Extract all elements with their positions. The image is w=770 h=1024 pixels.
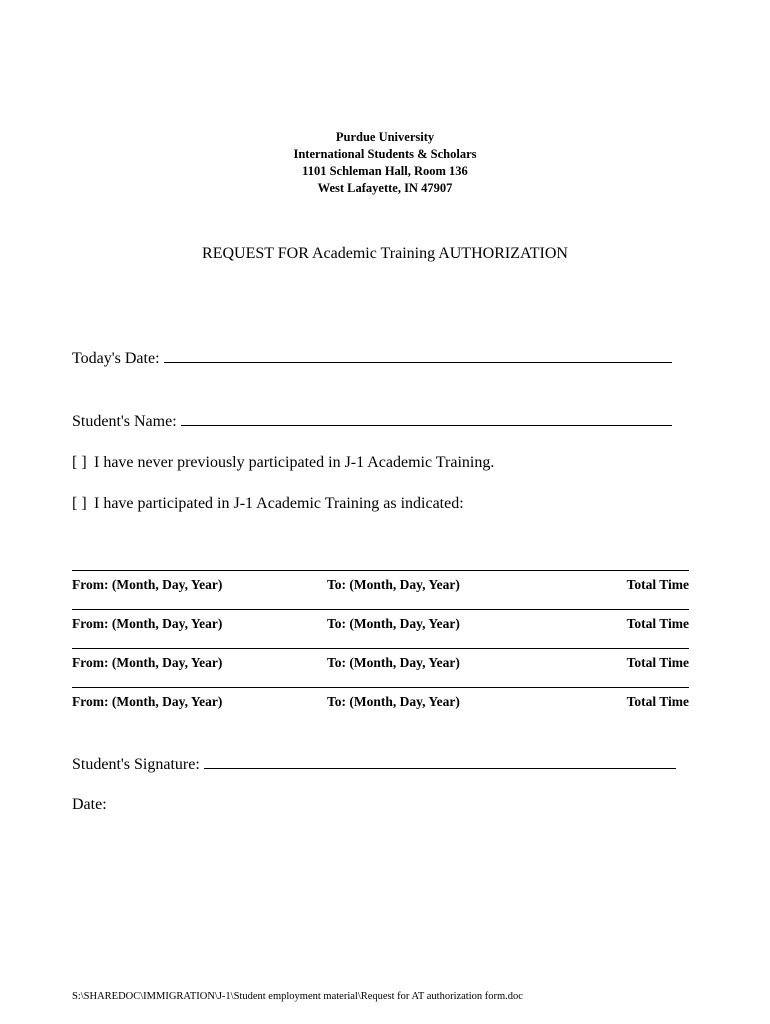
participated-checkbox[interactable]: [ ] [72,495,87,512]
period-4-from-label: From: (Month, Day, Year) [72,694,223,709]
form-title: REQUEST FOR Academic Training AUTHORIZATION [202,245,568,262]
student-name-label: Student's Name: [72,413,177,430]
period-2-to-label: To: (Month, Day, Year) [327,616,460,631]
student-name-row [72,411,672,432]
never-participated-text: I have never previously participated in J-1 Academic Training. [94,454,495,471]
option-participated [72,494,464,514]
participated-text: I have participated in J-1 Academic Training as indicated: [94,495,464,512]
address-line-1: 1101 Schleman Hall, Room 136 [302,164,468,178]
university-name: Purdue University [335,130,435,144]
period-1-from-label: From: (Month, Day, Year) [72,577,223,592]
student-name-field[interactable] [181,411,672,426]
office-name: International Students & Scholars [293,147,477,161]
todays-date-field[interactable] [164,348,672,363]
period-2-line[interactable] [72,609,689,610]
period-1-total-label: Total Time [626,577,689,592]
period-4-line[interactable] [72,687,689,688]
period-3-line[interactable] [72,648,689,649]
file-path-footer: S:\SHAREDOC\IMMIGRATION\J-1\Student employment material\Request for AT authorization form.doc [72,991,523,1002]
period-3-from-label: From: (Month, Day, Year) [72,655,223,670]
period-4-to-label: To: (Month, Day, Year) [327,694,460,709]
signature-row [72,754,676,775]
never-participated-checkbox[interactable]: [ ] [72,454,87,471]
period-2-from-label: From: (Month, Day, Year) [72,616,223,631]
signature-label: Student's Signature: [72,756,200,773]
period-3-to-label: To: (Month, Day, Year) [327,655,460,670]
letterhead [0,129,770,197]
period-1-to-label: To: (Month, Day, Year) [327,577,460,592]
period-3-total-label: Total Time [626,655,689,670]
option-never-participated [72,453,494,473]
date-label: Date: [72,796,107,813]
signature-field[interactable] [204,754,676,769]
period-4-total-label: Total Time [626,694,689,709]
todays-date-label: Today's Date: [72,350,160,367]
address-line-2: West Lafayette, IN 47907 [317,181,453,195]
date-row [72,795,107,815]
todays-date-row [72,348,672,369]
period-2-total-label: Total Time [626,616,689,631]
period-1-line[interactable] [72,570,689,571]
